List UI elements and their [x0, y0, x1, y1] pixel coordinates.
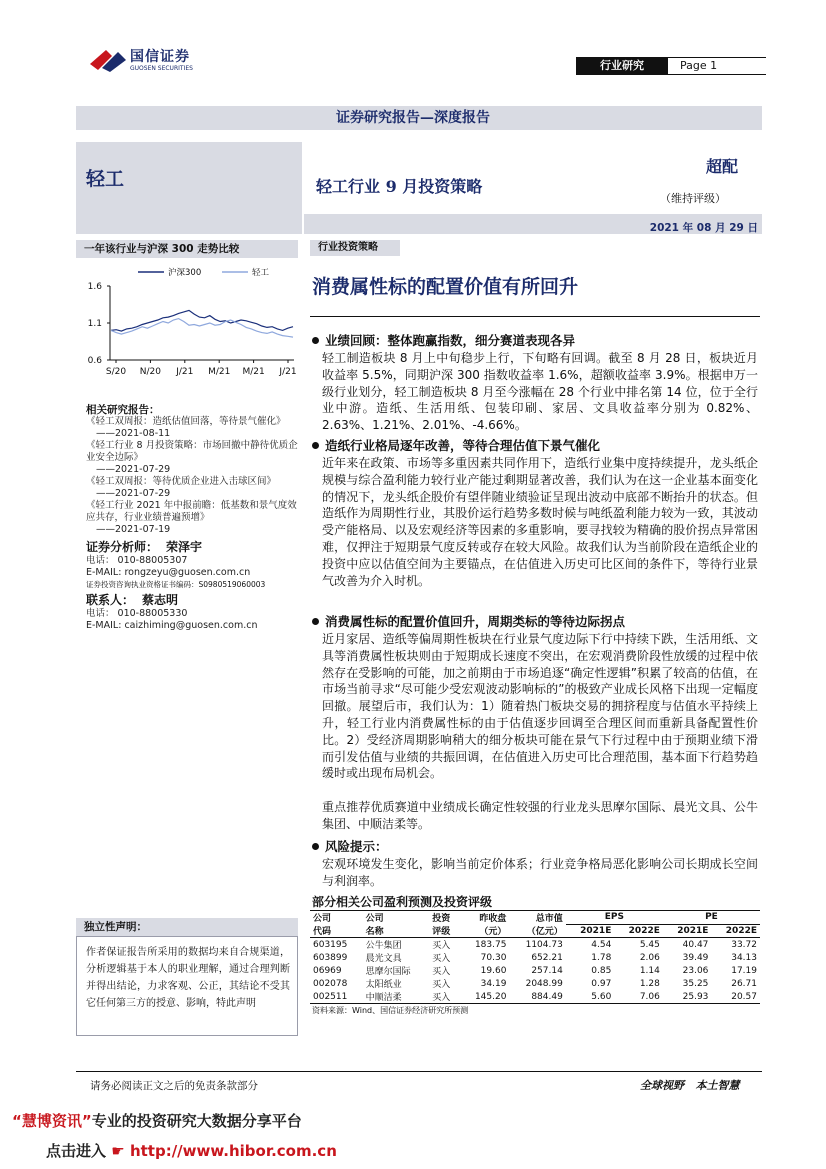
related-title: 相关研究报告：: [86, 404, 160, 416]
promo-link[interactable]: 点击进入 ☛ http://www.hibor.com.cn: [46, 1142, 337, 1160]
analyst-email[interactable]: E-MAIL: rongzeyu@guosen.com.cn: [86, 567, 251, 578]
table-cell: 1.28: [639, 978, 660, 989]
table-cell: 买入: [432, 993, 451, 1003]
report-title: 轻工行业 9 月投资策略: [316, 177, 483, 196]
table-row: [310, 951, 760, 964]
table-cell: 652.21: [531, 952, 563, 963]
section-body: 轻工制造板块 8 月上中旬稳步上行，下旬略有回调。截至 8 月 28 日，板块近月收益率 5.5%，同期沪深 300 指数收益率 1.6%，超额收益率 3.9%。根据申万一级行业划分，轻工制造板块 8 月至今涨幅在 28 个行业中排名第 14 位，位于全行业中游。造纸、生活用纸、包装印刷、家居、文具收益率分别为 0.82%、2.63%、1.21%、2.01%、-4.66%。: [322, 351, 758, 433]
table-cell: 002511: [313, 991, 348, 1002]
table-cell: 太阳纸业: [365, 980, 402, 990]
table-cell: 183.75: [474, 939, 507, 950]
y-tick-label: 1.6: [87, 282, 102, 292]
table-cell: 257.14: [531, 965, 563, 976]
related-list: [86, 416, 298, 536]
independence-title: 独立性声明：: [84, 921, 147, 933]
related-item[interactable]: 《轻工行业 8 月投资策略：市场回撤中静待优质企业安全边际》 ——2021-07-29: [86, 440, 298, 475]
footer-rule: [76, 1071, 762, 1072]
analyst-label: 证券分析师：: [86, 540, 159, 554]
table-cell: 1.14: [639, 965, 660, 976]
table-source: 资料来源：Wind、国信证券经济研究所预测: [312, 1006, 469, 1015]
bullet-icon: [312, 442, 319, 449]
logo-text-en: GUOSEN SECURITIES: [130, 65, 193, 72]
table-cell: 4.54: [591, 939, 612, 950]
contact-name: 蔡志明: [142, 593, 179, 607]
table-cell: 7.06: [639, 991, 660, 1002]
bullet-icon: [312, 843, 319, 850]
table-cell: 002078: [313, 978, 348, 989]
y-tick-label: 0.6: [87, 356, 102, 366]
table-cell: 70.30: [480, 952, 507, 963]
table-cell: 买入: [432, 980, 451, 990]
table-cell: 23.06: [682, 965, 709, 976]
x-tick-label: M/21: [208, 367, 231, 377]
contact-email[interactable]: E-MAIL: caizhiming@guosen.com.cn: [86, 620, 258, 631]
industry-name: 轻工: [86, 168, 125, 190]
table-row: [310, 938, 760, 952]
section-heading: 消费属性标的配置价值回升，周期类标的等待边际拐点: [312, 612, 625, 630]
analyst-cert: 证券投资咨询执业资格证书编码：S0980519060003: [86, 580, 266, 589]
table-row: [310, 964, 760, 977]
table-cell: 33.72: [731, 939, 757, 950]
related-item[interactable]: 《轻工双周报：等待优质企业进入击球区间》 ——2021-07-29: [86, 476, 277, 499]
table-cell: 2.06: [639, 952, 660, 963]
table-cell: 17.19: [731, 965, 757, 976]
report-date: 2021 年 08 月 29 日: [649, 222, 758, 234]
related-item[interactable]: 《轻工双周报：造纸估值回落，等待景气催化》 ——2021-08-11: [86, 416, 286, 439]
table-cell: 1.78: [591, 952, 612, 963]
table-cell: 39.49: [682, 952, 709, 963]
table-cell: 5.60: [591, 991, 612, 1002]
analyst-block: [86, 538, 301, 632]
section-body: 近年来在政策、市场等多重因素共同作用下，造纸行业集中度持续提升，龙头纸企规模与综合盈利能力较行业产能过剩期显著改善，我们认为在这一企业基本面变化的情况下，龙头纸企股价有望伴随业绩验证呈现出波动中底部不断抬升的状态。但造纸作为周期性行业，其股价运行趋势多数时候与吨纸盈利能力较为一致，其波动受产能格局、以及宏观经济等因素的多重影响，要寻找较为精确的股价拐点异常困难，仅押注于短期景气度反转或存在较大风险。故我们认为当前阶段在造纸企业的投资中应以估值空间为主要锚点，在估值进入历史可比区间的条件下，等待行业景气改善为介入时机。: [322, 456, 758, 588]
comparison-chart: [76, 262, 298, 382]
table-cell: 20.57: [731, 991, 757, 1002]
chart-header: 一年该行业与沪深 300 走势比较: [84, 243, 240, 255]
table-row: [310, 977, 760, 990]
table-cell: 买入: [432, 941, 451, 951]
section-heading: 业绩回顾：整体跑赢指数，细分赛道表现各异: [312, 331, 575, 349]
page-number: Page 1: [680, 59, 718, 72]
table-cell: 买入: [432, 967, 451, 977]
table-header-row: 代码 名称 评级 （元） （亿元） 2021E 2022E 2021E 2022E: [310, 924, 760, 938]
promo-url: http://www.hibor.com.cn: [129, 1142, 337, 1160]
section-body: 重点推荐优质赛道中业绩成长确定性较强的行业龙头思摩尔国际、晨光文具、公牛集团、中顺洁柔等。: [322, 800, 758, 831]
contact-label: 联系人：: [86, 593, 135, 607]
forecast-table-wrap: [310, 910, 760, 1004]
x-tick-label: J/21: [176, 367, 194, 377]
table-cell: 1104.73: [525, 939, 563, 950]
table-cell: 145.20: [474, 991, 507, 1002]
category-label: 行业研究: [576, 58, 668, 74]
table-cell: 40.47: [682, 939, 709, 950]
x-tick-label: N/20: [139, 367, 162, 377]
header-rule-bottom: [576, 74, 766, 75]
table-cell: 603195: [313, 939, 348, 950]
analyst-name: 荣泽宇: [166, 540, 203, 554]
legend-hs300-label: 沪深300: [168, 268, 202, 278]
logo: [88, 44, 218, 76]
x-tick-label: J/21: [279, 367, 297, 377]
table-cell: 买入: [432, 954, 451, 964]
analyst-phone: 电话： 010-88005307: [86, 555, 188, 566]
rating-note: （维持评级）: [660, 192, 726, 205]
table-cell: 34.19: [480, 978, 507, 989]
table-cell: 晨光文具: [365, 954, 402, 964]
table-cell: 0.85: [591, 965, 612, 976]
promo-line[interactable]: [12, 1110, 302, 1131]
y-tick-label: 1.1: [87, 319, 102, 329]
table-cell: 公牛集团: [365, 941, 402, 951]
promo-text: 专业的投资研究大数据分享平台: [91, 1112, 302, 1130]
table-cell: 603899: [313, 952, 348, 963]
headline-rule: [310, 316, 760, 317]
section-heading: 造纸行业格局逐年改善，等待合理估值下景气催化: [312, 436, 600, 454]
table-cell: 中顺洁柔: [365, 993, 402, 1003]
section-heading: 风险提示：: [312, 837, 388, 855]
forecast-table: [310, 911, 760, 1003]
table-cell: 06969: [313, 965, 342, 976]
section-body: 宏观环境发生变化，影响当前定价体系；行业竞争格局恶化影响公司长期成长空间与利润率。: [322, 857, 758, 888]
table-cell: 5.45: [639, 939, 660, 950]
table-row: [310, 990, 760, 1003]
table-cell: 2048.99: [525, 978, 563, 989]
x-tick-label: M/21: [242, 367, 265, 377]
headline: 消费属性标的配置价值有所回升: [312, 276, 579, 298]
table-cell: 思摩尔国际: [365, 967, 411, 977]
guosen-logo-icon: [88, 46, 128, 74]
logo-text-cn: 国信证券: [130, 49, 190, 65]
table-cell: 34.13: [731, 952, 757, 963]
contact-phone: 电话： 010-88005330: [86, 608, 188, 619]
independence-text: 作者保证报告所采用的数据均来自合规渠道，分析逻辑基于本人的职业理解，通过合理判断并得出结论，力求客观、公正，其结论不受其它任何第三方的授意、影响，特此声明: [86, 947, 290, 1009]
x-tick-label: S/20: [105, 367, 127, 377]
table-cell: 26.71: [731, 978, 757, 989]
footer-slogan: 全球视野 本土智慧: [640, 1079, 740, 1092]
table-title: 部分相关公司盈利预测及投资评级: [312, 895, 493, 909]
bullet-icon: [312, 618, 319, 625]
table-header-row: 公司 公司 投资 昨收盘 总市值 EPS PE: [310, 911, 760, 924]
table-cell: 884.49: [531, 991, 563, 1002]
promo-brand: “慧博资讯”: [12, 1112, 92, 1130]
hand-pointer-icon: ☛: [111, 1142, 125, 1160]
table-cell: 25.93: [682, 991, 709, 1002]
series-line-qinggong: [111, 319, 293, 338]
legend-qinggong-label: 轻工: [252, 268, 270, 278]
footer-disclaimer[interactable]: 请务必阅读正文之后的免责条款部分: [90, 1080, 258, 1092]
strategy-tag: 行业投资策略: [318, 242, 378, 253]
banner-title: 证券研究报告—深度报告: [336, 110, 490, 126]
bullet-icon: [312, 337, 319, 344]
related-item[interactable]: 《轻工行业 2021 年中报前瞻：低基数和景气度效应共存，行业业绩普遍预增》 ——2021-07-19: [86, 500, 297, 535]
table-cell: 0.97: [591, 978, 612, 989]
section-body: 近月家居、造纸等偏周期性板块在行业景气度边际下行中持续下跌，生活用纸、文具等消费属性板块则由于短期成长速度不突出，在宏观消费阶段性放缓的过程中依然存在受影响的可能，加之前期由于市场追逐“确定性逻辑”积累了较高的估值，在市场当前寻求“尽可能少受宏观波动影响标的”的极致产业成长风格下出现一定幅度回撤。展望后市，我们认为：1）随着热门板块交易的拥挤程度与估值水平持续上升，轻工行业内消费属性标的由于估值逐步回调至合理区间而重新具备配置性价比。2）受经济周期影响稍大的细分板块可能在景气下行过程中由于预期业绩下滑而引发估值与业绩的共振回调，在估值进入历史可比合理范围，基本面下行趋势趋缓时或出现布局机会。: [322, 632, 758, 781]
table-cell: 35.25: [682, 978, 709, 989]
table-cell: 19.60: [480, 965, 507, 976]
rating: 超配: [706, 157, 739, 176]
